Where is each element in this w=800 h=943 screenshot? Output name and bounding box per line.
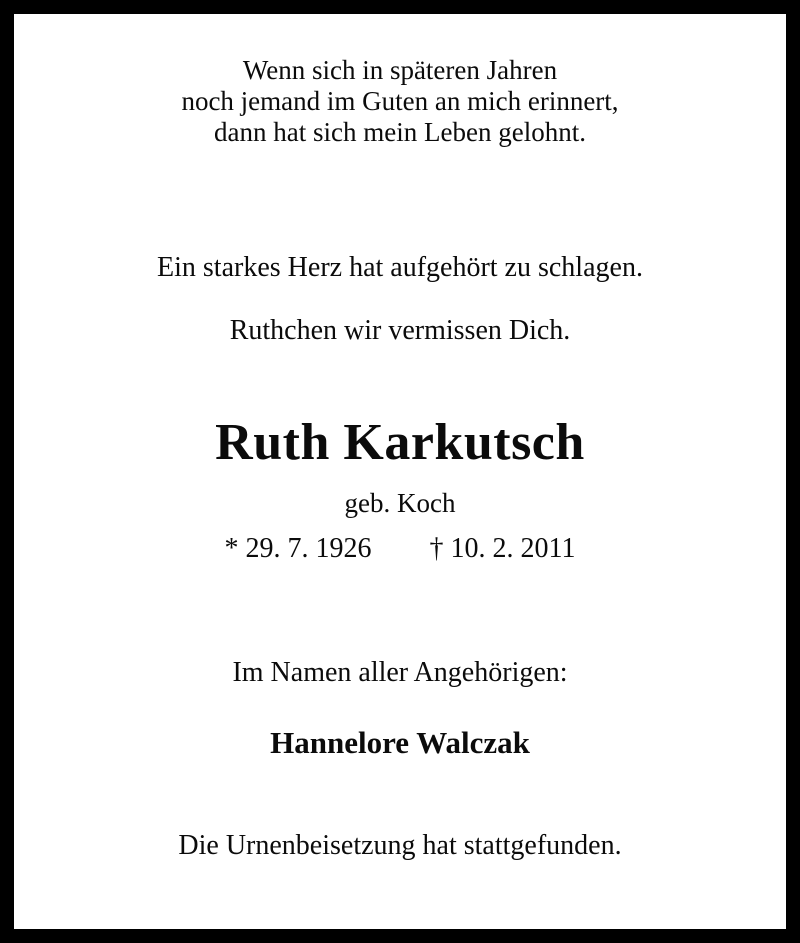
verse-line-3: dann hat sich mein Leben gelohnt. <box>214 117 586 147</box>
obituary-content <box>14 14 786 929</box>
verse-line-2: noch jemand im Guten an mich erinnert, <box>181 86 619 116</box>
heart-stopped-line: Ein starkes Herz hat aufgehört zu schlagen. <box>157 252 643 283</box>
birth-date: 29. 7. 1926 <box>245 533 372 564</box>
deceased-name: Ruth Karkutsch <box>215 414 585 471</box>
death-symbol: † <box>429 533 444 564</box>
verse-line-1: Wenn sich in späteren Jahren <box>242 55 558 85</box>
urn-burial-line: Die Urnenbeisetzung hat stattgefunden. <box>178 830 622 861</box>
on-behalf-line: Im Namen aller Angehörigen: <box>232 657 568 688</box>
birth-symbol: * <box>224 533 239 564</box>
birth-death-dates <box>14 533 786 565</box>
mourner-name: Hannelore Walczak <box>270 725 530 760</box>
memorial-verse <box>14 55 786 148</box>
death-date: 10. 2. 2011 <box>450 533 576 564</box>
we-miss-you-line: Ruthchen wir vermissen Dich. <box>229 315 571 346</box>
maiden-name: geb. Koch <box>344 488 456 518</box>
